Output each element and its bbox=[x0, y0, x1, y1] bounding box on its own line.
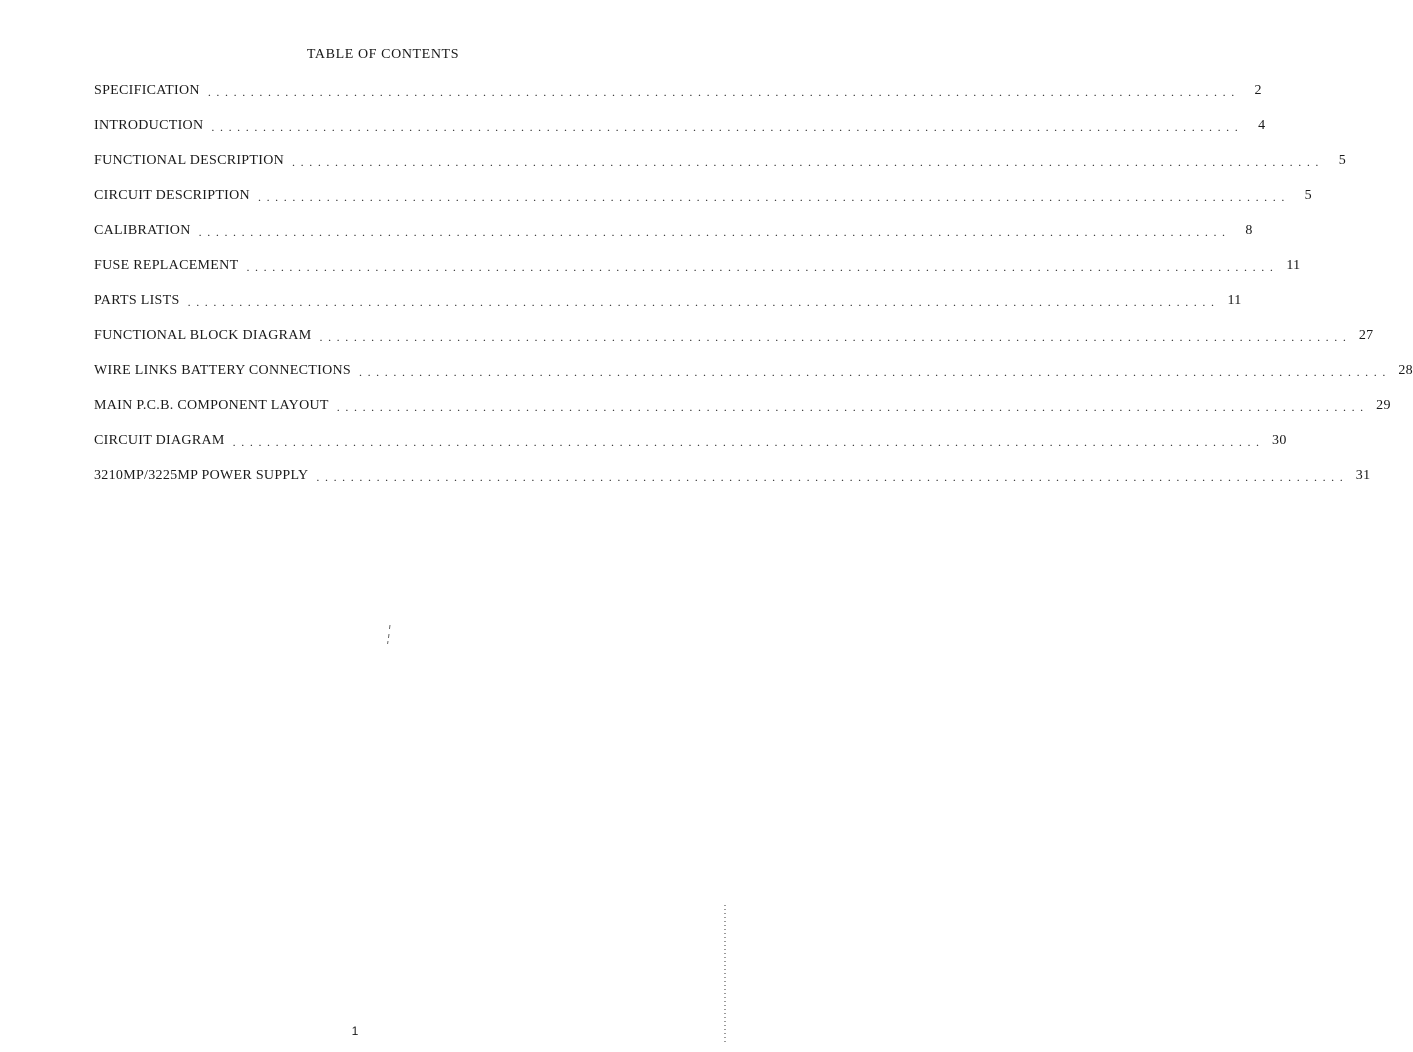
toc-entry bbox=[94, 187, 1312, 222]
toc-entry bbox=[94, 117, 1266, 152]
toc-entry-label: FUSE REPLACEMENT bbox=[94, 258, 239, 273]
toc-entry-label: FUNCTIONAL DESCRIPTION bbox=[94, 153, 285, 168]
dot-leader: ........................................................................................................................ bbox=[207, 85, 1240, 99]
toc-entry bbox=[94, 432, 1287, 467]
toc-entry-label: CIRCUIT DESCRIPTION bbox=[94, 188, 250, 203]
dot-leader: ........................................................................................................................ bbox=[257, 190, 1290, 204]
dot-leader: ........................................................................................................................ bbox=[187, 295, 1220, 309]
stray-pen-mark bbox=[386, 623, 392, 645]
dot-leader: ........................................................................................................................ bbox=[198, 225, 1231, 239]
toc-entry bbox=[94, 327, 1374, 362]
toc-list bbox=[94, 82, 1413, 502]
dot-leader: ........................................................................................................................ bbox=[246, 260, 1279, 274]
toc-entry-page: 5 bbox=[1304, 188, 1312, 203]
toc-entry-page: 11 bbox=[1286, 258, 1301, 273]
toc-entry-page: 2 bbox=[1254, 83, 1262, 98]
page-number: 1 bbox=[351, 1024, 359, 1038]
page-title: TABLE OF CONTENTS bbox=[306, 47, 460, 62]
toc-entry-page: 5 bbox=[1338, 153, 1347, 168]
toc-entry bbox=[94, 292, 1242, 327]
toc-entry bbox=[94, 152, 1347, 187]
toc-entry bbox=[94, 257, 1301, 292]
toc-entry bbox=[94, 362, 1413, 397]
toc-entry-label: 3210MP/3225MP POWER SUPPLY bbox=[94, 468, 309, 483]
toc-entry-page: 11 bbox=[1227, 293, 1242, 308]
dot-leader: ........................................................................................................................ bbox=[292, 155, 1325, 169]
toc-entry-label: PARTS LISTS bbox=[94, 293, 180, 308]
toc-entry bbox=[94, 397, 1391, 432]
toc-entry-label: CALIBRATION bbox=[94, 223, 191, 238]
toc-entry-label: INTRODUCTION bbox=[94, 118, 204, 133]
toc-entry-page: 28 bbox=[1398, 363, 1413, 378]
toc-entry-page: 29 bbox=[1376, 398, 1391, 413]
dot-leader: ........................................................................................................................ bbox=[319, 330, 1352, 344]
dot-leader: ........................................................................................................................ bbox=[336, 400, 1369, 414]
toc-entry-page: 30 bbox=[1272, 433, 1287, 448]
toc-entry-label: WIRE LINKS BATTERY CONNECTIONS bbox=[94, 363, 351, 378]
toc-entry-label: SPECIFICATION bbox=[94, 83, 200, 98]
toc-entry-page: 27 bbox=[1358, 328, 1374, 343]
scan-edge-artifact bbox=[724, 905, 726, 1045]
toc-entry bbox=[94, 82, 1262, 117]
toc-entry-label: MAIN P.C.B. COMPONENT LAYOUT bbox=[94, 398, 329, 413]
toc-entry-page: 31 bbox=[1355, 468, 1371, 483]
toc-entry-page: 4 bbox=[1258, 118, 1266, 133]
dot-leader: ........................................................................................................................ bbox=[232, 435, 1265, 449]
toc-entry-label: FUNCTIONAL BLOCK DIAGRAM bbox=[94, 328, 312, 343]
dot-leader: ........................................................................................................................ bbox=[211, 120, 1244, 134]
toc-entry-page: 8 bbox=[1245, 223, 1253, 238]
toc-entry bbox=[94, 467, 1371, 502]
dot-leader: ........................................................................................................................ bbox=[316, 470, 1349, 484]
dot-leader: ........................................................................................................................ bbox=[358, 365, 1391, 379]
toc-entry bbox=[94, 222, 1253, 257]
toc-entry-label: CIRCUIT DIAGRAM bbox=[94, 433, 225, 448]
